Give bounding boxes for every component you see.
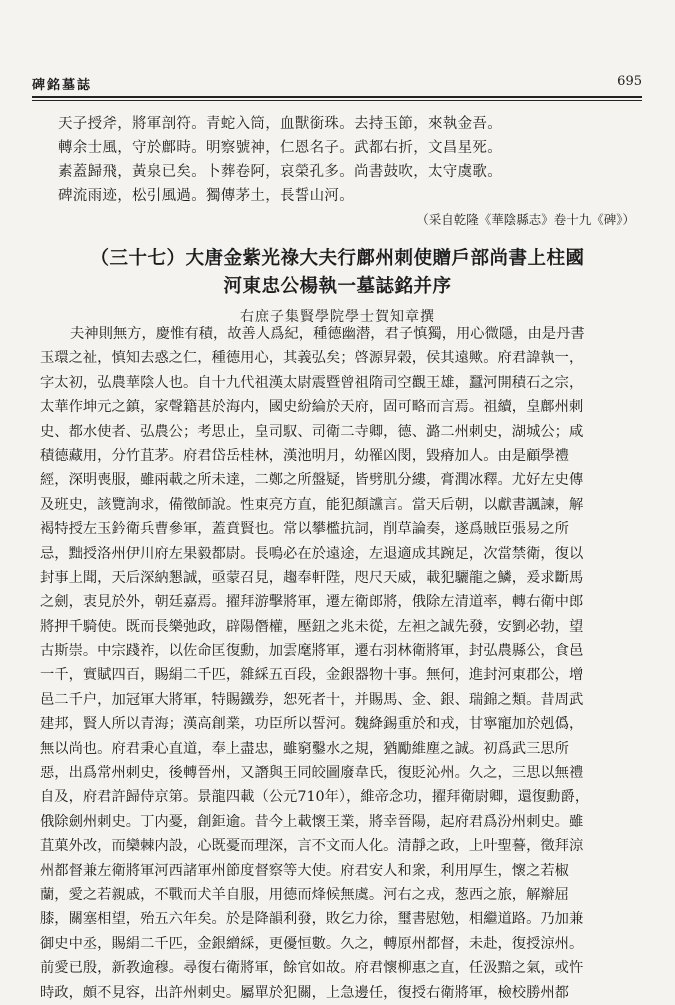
body-line: 字太初，弘農華陰人也。自十九代祖漢太尉震暨曾祖隋司空觀王雄，蠶河開積石之宗，: [40, 374, 584, 391]
poem-line: 天子授斧，將軍剖符。青蛇入筒，血獸銜珠。去持玉節，來執金吾。: [58, 116, 502, 132]
body-line: 惡，出爲常州刺史，後轉晉州，又譖與王同皎圖廢韋氏，復貶沁州。久之，三思以無禮: [40, 765, 584, 782]
body-line: 褐特授左玉鈐衛兵曹參軍，蓋賁賢也。常以攀檻抗詞，削草論奏，遂爲賊臣張易之所: [40, 521, 569, 538]
body-line: 封事上聞，天后深納懇誠，亟蒙召見，趨奉軒陛，咫尺天威，載犯驪龍之鱗，爰求斷馬: [40, 569, 584, 586]
running-header: [32, 74, 642, 96]
poem-line: 碑流雨迹，松引風過。獨傳茅土，長誓山河。: [58, 188, 354, 204]
page-number: 695: [617, 74, 642, 89]
body-line: 俄除劍州刺史。丁内憂，創鉅逾。昔今上載懷王業，將幸晉陽，起府君爲汾州刺史。雖: [40, 813, 584, 830]
book-title: 碑銘墓誌: [32, 78, 93, 93]
body-line: 一千，實賦四百，賜絹二千匹，雜綵五百段，金銀器物十事。無何，進封河東郡公，增: [40, 667, 584, 684]
body-line: 膝，關塞相望，殆五六年矣。於是降韻利發，敗乞力徐，璽書慰勉，相繼道路。乃加兼: [40, 911, 584, 928]
author-byline: 右庶子集賢學院學士賀知章撰: [240, 309, 435, 325]
body-line: 時政，頗不見容，出許州刺史。屬單於犯關，上急邊任，復授右衛將軍，檢校勝州都: [40, 984, 569, 1001]
body-line: 之劍，衷見於外，朝廷嘉焉。擢拜游擊將軍，遷左衛郎將，俄除左清道率，轉右衛中郎: [40, 594, 584, 611]
poem-line: 素蓋歸飛，黃泉已矣。卜葬卷阿，哀榮孔多。尚書鼓吹，太守虞歌。: [58, 164, 502, 180]
article-heading: [30, 245, 645, 329]
body-line: 將押千騎使。既而長樂弛政，辟陽僭權，壓鈕之兆未從，左袒之誠先發，安劉必勃，望: [40, 618, 584, 635]
body-line: 苴菓外改，而欒棘内設，心既憂而理深，言不文而人化。清靜之政，上叶聖謩，徵拜涼: [40, 838, 584, 855]
body-line: 積德藏用，分竹苴茅。府君岱岳桂林，漢池明月，幼罹凶閔，毀瘠加人。由是顧學禮: [40, 447, 569, 464]
body-line: 史、都水使者、弘農公；考思止，皇司馭、司衛二寺卿，德、潞二州刺史，湖城公；咸: [40, 423, 584, 440]
body-line: 無以尚也。府君秉心直道，奉上盡忠，雖窮鑿水之規，猶勵維塵之誠。初爲武三思所: [40, 740, 569, 757]
body-line: 自及，府君許歸侍京第。景龍四載（公元710年），維帝念功，擢拜衛尉卿，還復勳爵，: [40, 789, 590, 806]
body-line: 經，深明喪服，雖兩載之所未達，二鄭之所盤疑，皆劈肌分縷，膏潤冰釋。尤好左史傳: [40, 472, 584, 489]
body-line: 夫神則無方，慶惟有積，故善人爲紀，種德幽潜，君子慎獨，用心微隱，由是丹書: [70, 326, 585, 342]
source-note: （采自乾隆《華陰縣志》卷十九《碑》）: [416, 212, 635, 227]
body-line: 御史中丞，賜絹二千匹，金銀繒綵，更優恒數。久之，轉原州都督，未赴，復授涼州。: [40, 935, 584, 952]
article-title-line2: 河東忠公楊執一墓誌銘并序: [223, 276, 452, 297]
poem-line: 轉余士風，守於鄜時。明察號神，仁恩名子。武都右折，文昌星死。: [58, 140, 502, 156]
body-line: 太華作坤元之鎮，家聲籍甚於海内，國史紛綸於天府，固可略而言焉。祖續，皇鄜州刺: [40, 399, 584, 416]
body-text: [40, 322, 638, 1005]
body-line: 前愛已殷，新教逾穆。尋復右衛將軍，餘官如故。府君懷柳惠之直，任汲黯之氣，或忤: [40, 960, 584, 977]
body-line: 州都督兼左衛將軍河西諸軍州節度督察等大使。府君安人和衆，利用厚生，懷之若椒: [40, 862, 569, 879]
body-line: 邑二千户，加冠軍大將軍，特賜鐵券，恕死者十，并賜馬、金、銀、瑞錦之類。昔周武: [40, 691, 584, 708]
body-line: 建邦，賢人所以青海；漢高創業，功臣所以誓河。魏絳錫重於和戎，甘寧寵加於剋僞，: [40, 716, 584, 733]
article-title-line1: （三十七）大唐金紫光祿大夫行鄜州刺使贈戶部尚書上柱國: [90, 248, 585, 269]
body-line: 古斯崇。中宗踐祚，以佐命匡復勳，加雲麾將軍，遷右羽林衛將軍，封弘農縣公，食邑: [40, 643, 584, 660]
body-line: 玉環之祉，慎知去惑之仁，種德用心，其義弘矣；啓源昇榖，侯其遠歟。府君諱執一，: [40, 350, 584, 367]
body-line: 蘭，愛之若親戚，不戰而犬羊自服，用德而烽候無虞。河右之戎，葱西之旅，解辮屈: [40, 886, 569, 903]
header-rule-thin: [32, 100, 642, 101]
header-rule-thick: [32, 96, 642, 98]
poem-block: [58, 112, 628, 208]
body-line: 忌，黜授洛州伊川府左果毅都尉。長鳴必在於遠途，左退適成其踠足，次當禁衛，復以: [40, 545, 584, 562]
body-line: 及班史，該覽詢求，備徵師說。性東亮方直，能犯顏讜言。當天后朝，以獻書諷諫，解: [40, 496, 584, 513]
